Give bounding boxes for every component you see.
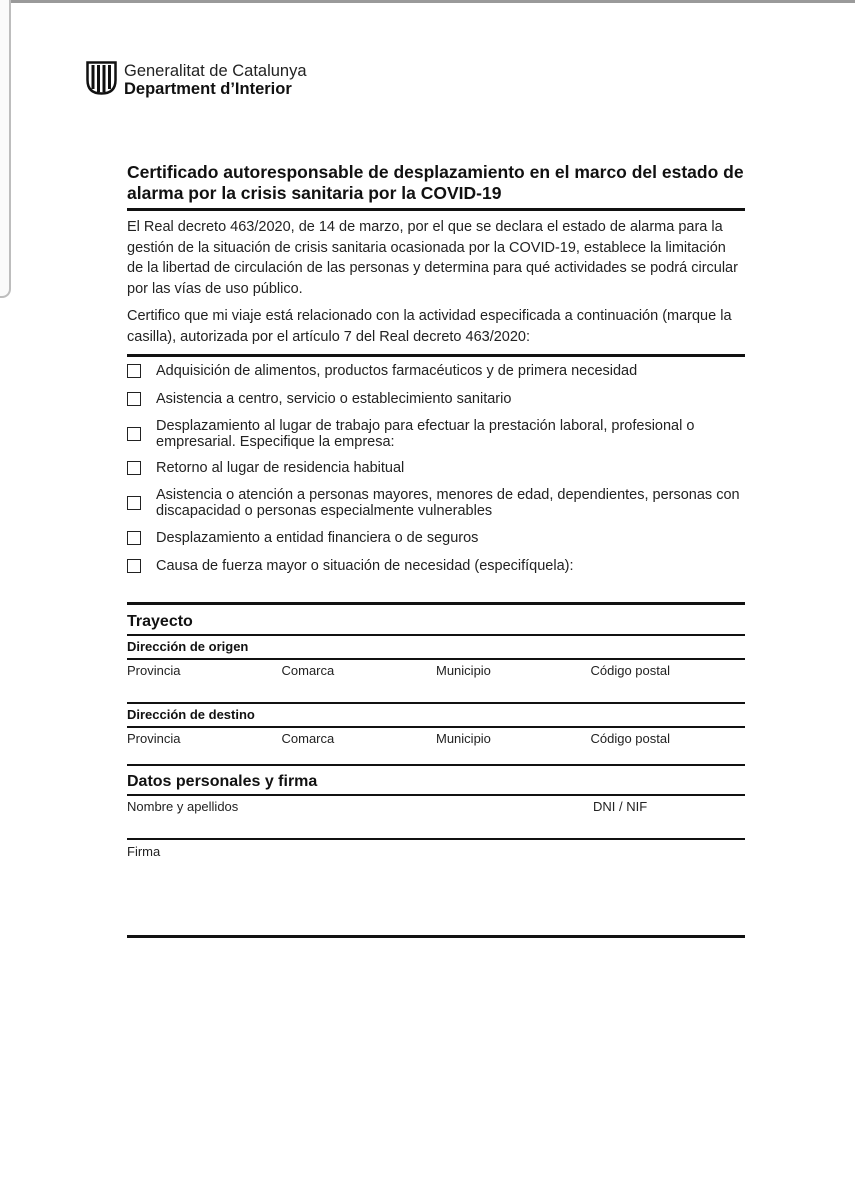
divider: [127, 208, 745, 211]
origin-postal-code-field[interactable]: Código postal: [590, 663, 670, 678]
option-checkbox[interactable]: [127, 461, 141, 475]
certify-paragraph: Certifico que mi viaje está relacionado con la actividad especificada a continuación (marque la casilla), autorizada por el artículo 7 del Real decreto 463/2020:: [127, 308, 732, 345]
option-checkbox[interactable]: [127, 427, 141, 441]
personal-data-title: Datos personales y firma: [127, 773, 318, 790]
form-title: Certificado autoresponsable de desplazamiento en el marco del estado de alarma por la crisis sanitaria por la COVID-19: [127, 162, 744, 203]
option-label: Retorno al lugar de residencia habitual: [156, 460, 405, 476]
signature-field[interactable]: Firma: [127, 844, 161, 859]
option-care[interactable]: [127, 487, 745, 519]
option-work[interactable]: [127, 418, 745, 450]
personal-fields: [127, 799, 745, 815]
divider: [127, 838, 745, 840]
option-checkbox[interactable]: [127, 559, 141, 573]
origin-comarca-field[interactable]: Comarca: [281, 663, 335, 678]
option-health[interactable]: [127, 391, 745, 407]
option-label: Asistencia o atención a personas mayores, menores de edad, dependientes, personas con discapacidad o personas especialmente vulnerables: [156, 487, 740, 519]
option-force-majeure[interactable]: [127, 558, 745, 574]
divider: [127, 602, 745, 605]
destination-fields: [127, 731, 745, 747]
destination-provincia-field[interactable]: Provincia: [127, 731, 181, 746]
page-top-edge: [0, 0, 855, 3]
form-content: [127, 162, 745, 938]
divider: [127, 634, 745, 636]
department-name: Department d’Interior: [124, 80, 292, 98]
option-label: Adquisición de alimentos, productos farmacéuticos y de primera necesidad: [156, 363, 638, 379]
divider: [127, 764, 745, 766]
option-checkbox[interactable]: [127, 531, 141, 545]
option-checkbox[interactable]: [127, 364, 141, 378]
activity-options: [127, 363, 745, 574]
header-logo: [86, 61, 307, 98]
origin-title: Dirección de origen: [127, 639, 249, 654]
option-label: Desplazamiento a entidad financiera o de seguros: [156, 530, 479, 546]
option-food[interactable]: [127, 363, 745, 379]
option-bank[interactable]: [127, 530, 745, 546]
divider: [127, 794, 745, 796]
option-label: Desplazamiento al lugar de trabajo para efectuar la prestación laboral, profesional o empresarial. Especifique la empresa:: [156, 418, 695, 450]
origin-provincia-field[interactable]: Provincia: [127, 663, 181, 678]
option-label: Asistencia a centro, servicio o establecimiento sanitario: [156, 391, 512, 407]
destination-comarca-field[interactable]: Comarca: [281, 731, 335, 746]
option-label: Causa de fuerza mayor o situación de necesidad (especifíquela):: [156, 558, 574, 574]
option-checkbox[interactable]: [127, 496, 141, 510]
destination-postal-code-field[interactable]: Código postal: [590, 731, 670, 746]
divider: [127, 658, 745, 660]
intro-paragraph: El Real decreto 463/2020, de 14 de marzo, por el que se declara el estado de alarma para la gestión de la situación de crisis sanitaria ocasionada por la COVID-19, establece la limitación de la libertad de circulación de las personas y determina para qué actividades se podrá circular por las vías de uso público.: [127, 219, 738, 297]
origin-municipio-field[interactable]: Municipio: [436, 663, 491, 678]
org-name: Generalitat de Catalunya: [124, 62, 307, 80]
destination-title: Dirección de destino: [127, 707, 255, 722]
divider: [127, 726, 745, 728]
option-checkbox[interactable]: [127, 392, 141, 406]
option-return-home[interactable]: [127, 460, 745, 476]
page-curl-edge: [0, 0, 11, 298]
divider: [127, 354, 745, 357]
origin-fields: [127, 663, 745, 679]
divider: [127, 935, 745, 938]
dni-field[interactable]: DNI / NIF: [593, 799, 648, 814]
full-name-field[interactable]: Nombre y apellidos: [127, 799, 239, 814]
divider: [127, 702, 745, 704]
destination-municipio-field[interactable]: Municipio: [436, 731, 491, 746]
catalan-senyera-emblem-icon: [86, 61, 117, 95]
trayecto-title: Trayecto: [127, 613, 193, 630]
